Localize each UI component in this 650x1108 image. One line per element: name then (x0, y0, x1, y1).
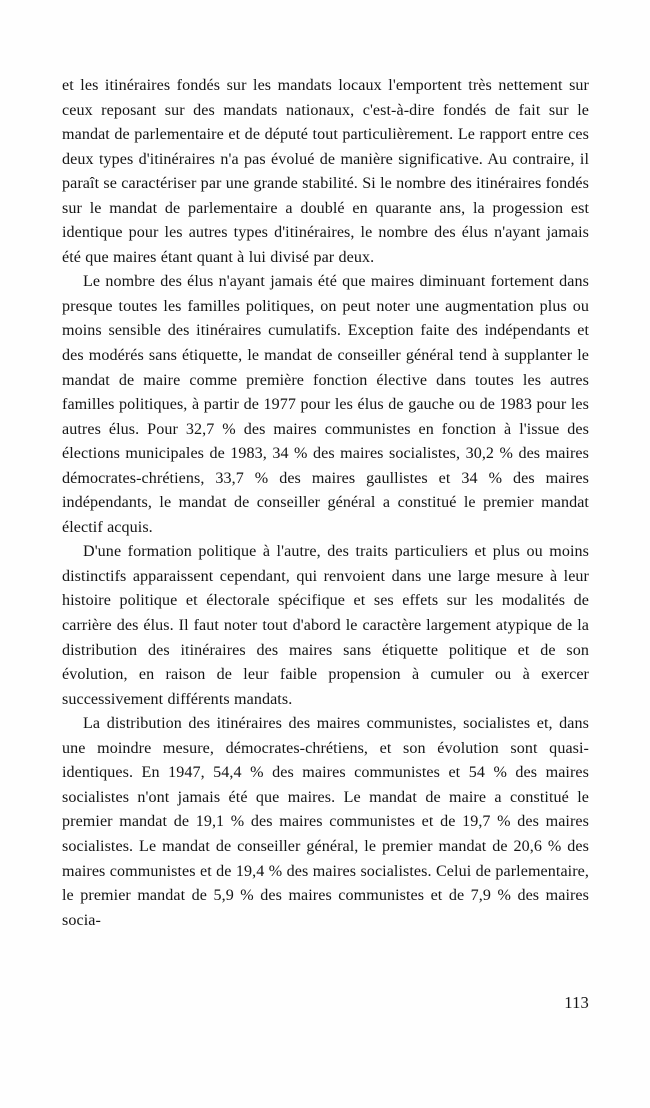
paragraph-3: D'une formation politique à l'autre, des traits particuliers et plus ou moins distinctifs apparaissent cependant, qui renvoient dans une large mesure à leur histoire politique et électorale spécifique et ses effets sur les modalités de carrière des élus. Il faut noter tout d'abord le caractère largement atypique de la distribution des itinéraires des maires sans étiquette politique et de son évolution, en raison de leur faible propension à cumuler ou à exercer successivement différents mandats. (62, 543, 589, 708)
paragraph-1: et les itinéraires fondés sur les mandats locaux l'emportent très nettement sur ceux reposant sur des mandats nationaux, c'est-à-dire fondés de fait sur le mandat de parlementaire et de député tout particulièrement. Le rapport entre ces deux types d'itinéraires n'a pas évolué de manière significative. Au contraire, il paraît se caractériser par une grande stabilité. Si le nombre des itinéraires fondés sur le mandat de parlementaire a doublé en quarante ans, la progession est identique pour les autres types d'itinéraires, le nombre des élus n'ayant jamais été que maires étant quant à lui divisé par deux. (62, 77, 589, 266)
paragraph-4: La distribution des itinéraires des maires communistes, socialistes et, dans une moindre mesure, démocrates-chrétiens, et son évolution sont quasi-identiques. En 1947, 54,4 % des maires communistes et 54 % des maires socialistes n'ont jamais été que maires. Le mandat de maire a constitué le premier mandat de 19,1 % des maires communistes et de 19,7 % des maires socialistes. Le mandat de conseiller général, le premier mandat de 20,6 % des maires communistes et de 19,4 % des maires socialistes. Celui de parlementaire, le premier mandat de 5,9 % des maires communistes et de 7,9 % des maires socia- (62, 715, 589, 929)
page-number: 113 (564, 993, 589, 1012)
paragraph-2: Le nombre des élus n'ayant jamais été que maires diminuant fortement dans presque toutes les familles politiques, on peut noter une augmentation plus ou moins sensible des itinéraires cumulatifs. Exception faite des indépendants et des modérés sans étiquette, le mandat de conseiller général tend à supplanter le mandat de maire comme première fonction élective dans toutes les autres familles politiques, à partir de 1977 pour les élus de gauche ou de 1983 pour les autres élus. Pour 32,7 % des maires communistes en fonction à l'issue des élections municipales de 1983, 34 % des maires socialistes, 30,2 % des maires démocrates-chrétiens, 33,7 % des maires gaullistes et 34 % des maires indépendants, le mandat de conseiller général a constitué le premier mandat électif acquis. (62, 273, 589, 536)
page-body-text (62, 74, 589, 933)
